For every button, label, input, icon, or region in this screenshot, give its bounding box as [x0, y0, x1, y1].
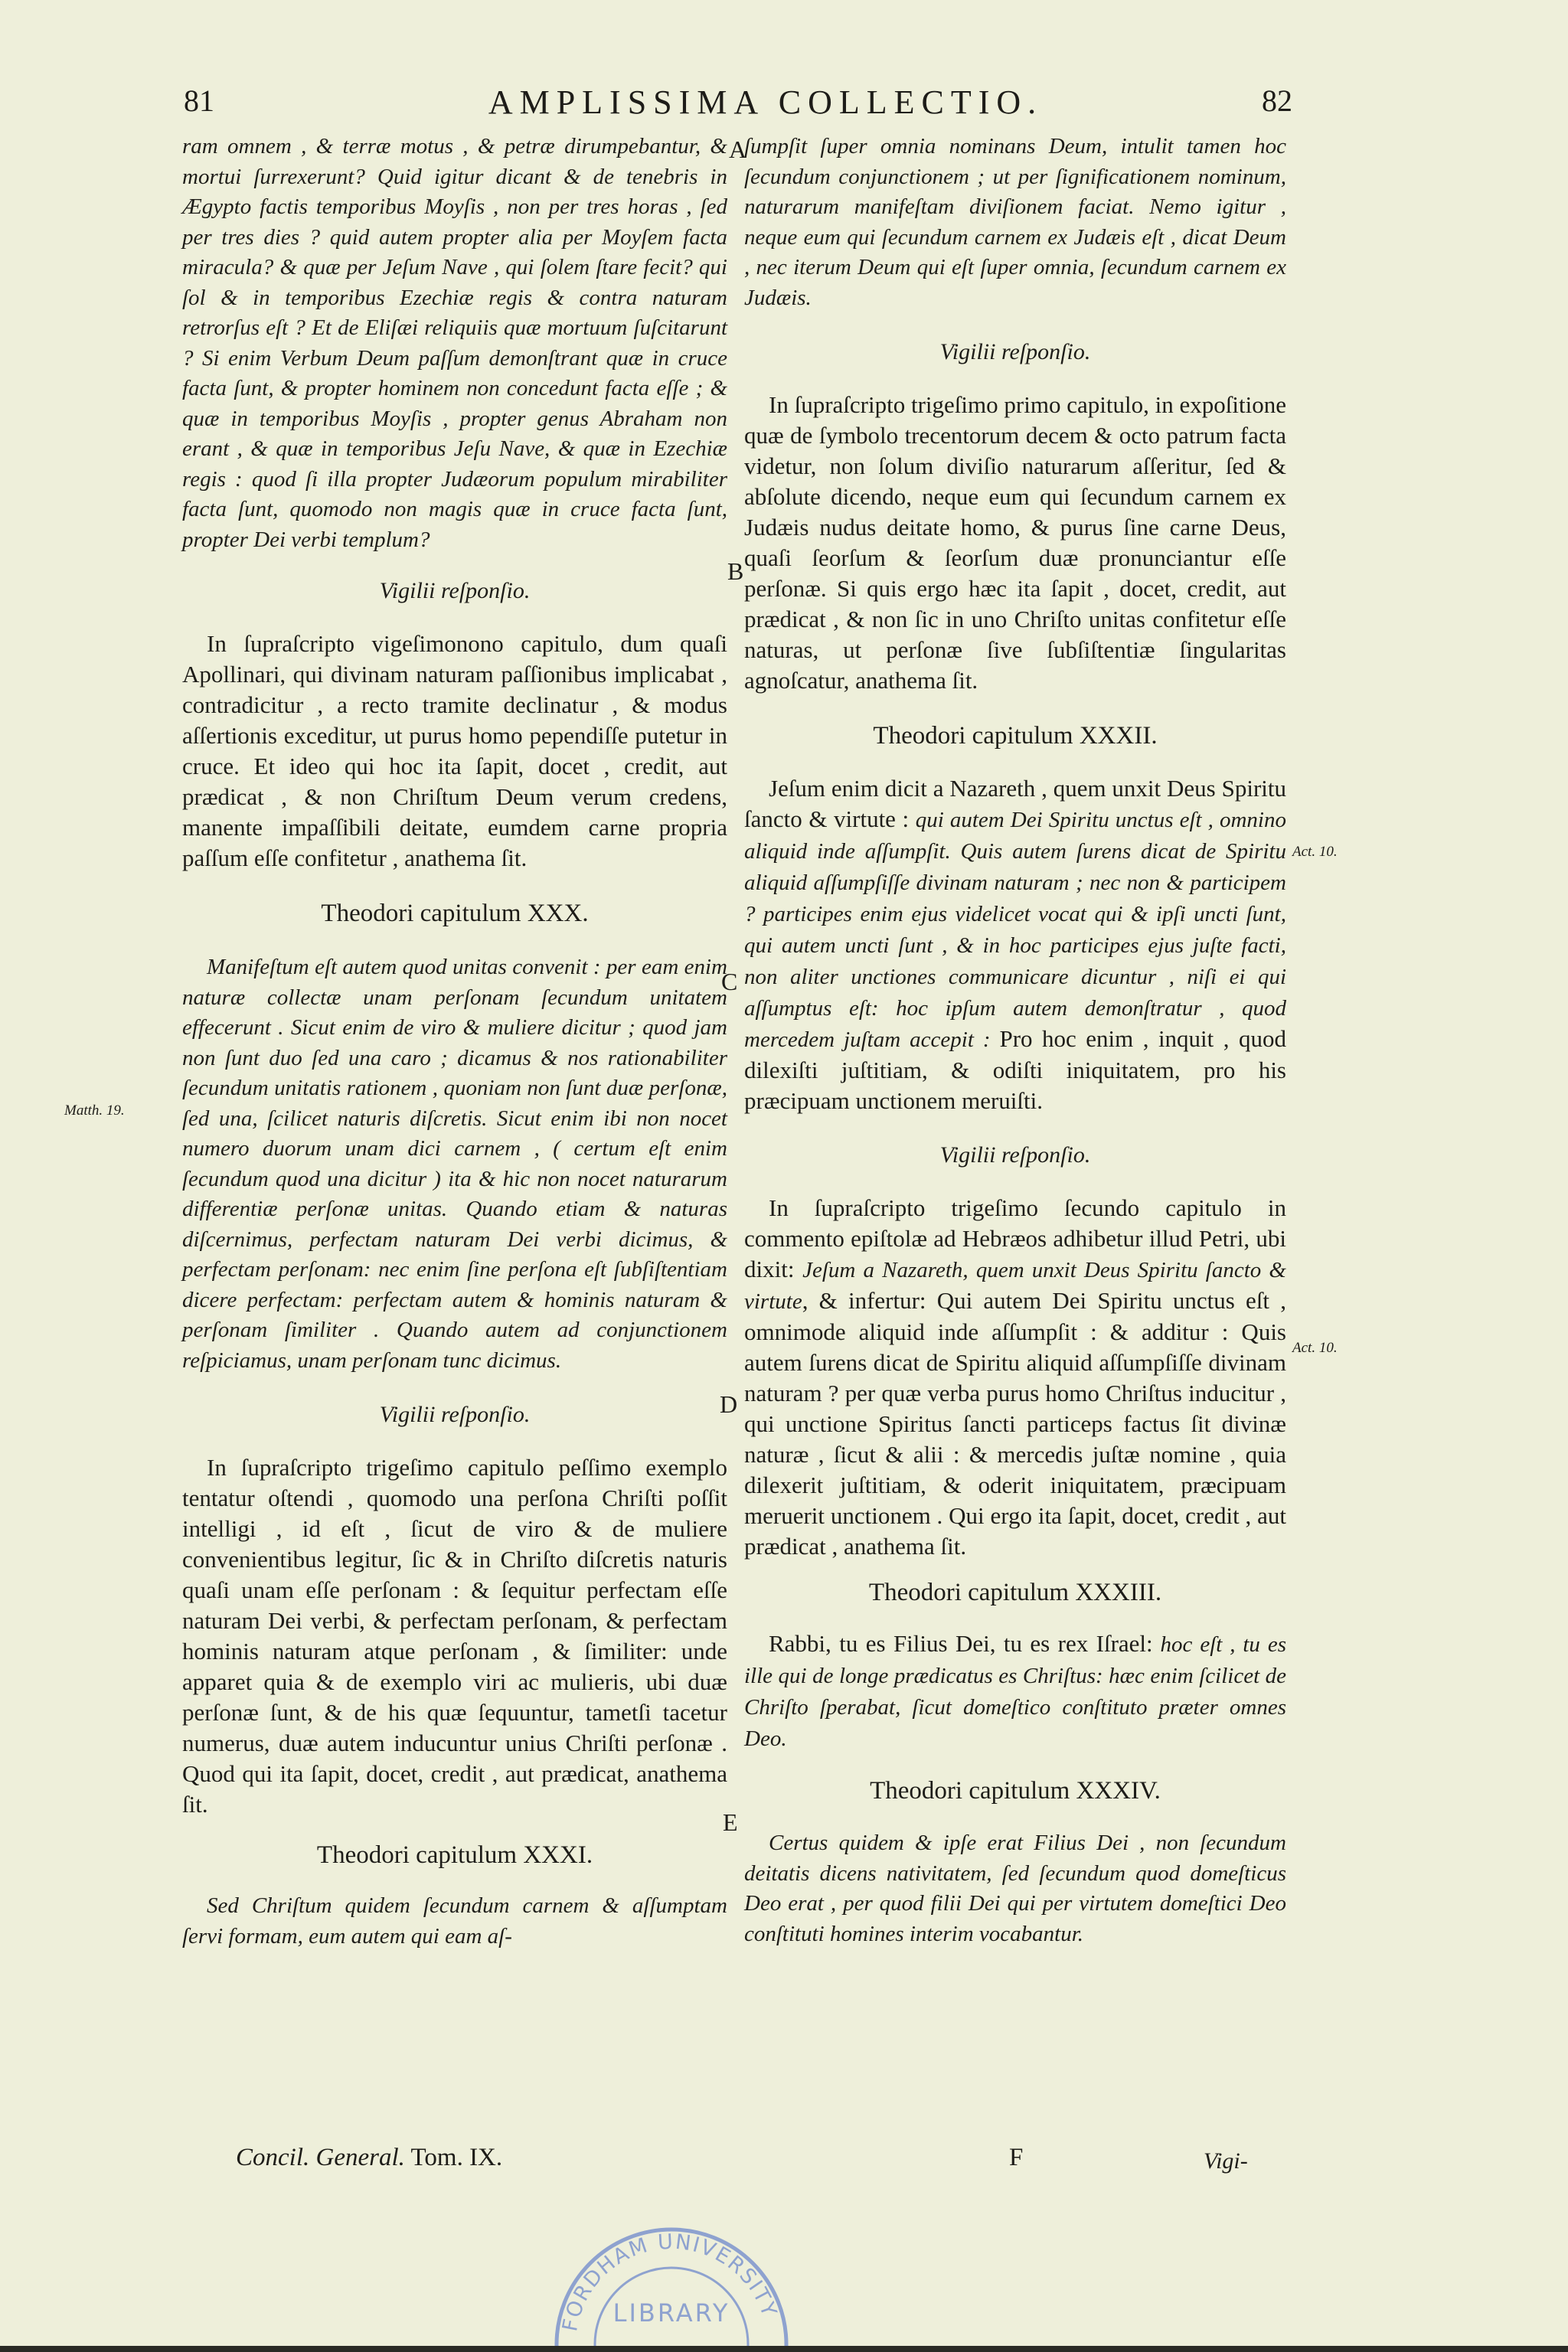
footer-tome: Tom. IX.: [410, 2144, 503, 2171]
quote-italic: qui autem Dei Spiritu unctus eſt , omnino aliquid inde aſſumpſit. Quis autem ſurens dicat de Spiritu aliquid aſſumpſiſſe divinam naturam ; nec non & participem ? participes enim ejus videlicet vocat qui & ipſi uncti ſunt, qui autem uncti ſunt , & in hoc participes ejus juſte facti, non aliter unctiones communicare dicuntur , niſi ei qui aſſumptus eſt: hoc ipſum autem demonſtratur , quod mercedem juſtam accepit :: [744, 808, 1286, 1052]
right-paragraph-1: ſumpſit ſuper omnia nominans Deum, intulit tamen hoc ſecundum conjunctionem ; ut per ſignificationem nominum, naturarum manifeſtam diviſionem faciat. Nemo igitur , neque eum qui ſecundum carnem ex Judæis eſt , dicat Deum , nec iterum Deum qui eſt ſuper omnia, ſecundum carnem ex Judæis.: [744, 134, 1286, 310]
left-column: [182, 132, 727, 1952]
heading-vigilii-responsio: Vigilii reſponſio.: [379, 1402, 531, 1427]
right-paragraph-4: [744, 1193, 1286, 1562]
left-paragraph-3: Manifeſtum eſt autem quod unitas convenit : per eam enim naturæ collectæ unam perſonam ſecundum unitatem effecerunt . Sicut enim de viro & muliere dicitur ; quod jam non ſunt duo ſed una caro ; dicamus & nos rationabiliter ſecundum unitatis rationem , quoniam non ſunt duæ perſonæ, ſed una, ſcilicet naturis diſcretis. Sicut enim ibi non nocet numero duorum unam dici carnem , ( certum eſt enim ſecundum quod una dicitur ) ita & hic non nocet naturarum differentiæ perſonæ unitas. Quando etiam & naturas diſcernimus, perfectam naturam Dei verbi dicimus, & perfectam perſonam: nec enim ſine perſona eſt ſubſiſtentiam dicere perfectam: perfectam autem & hominis naturam & perſonam ſimiliter . Quando autem ad conjunctionem reſpiciamus, unam perſonam tunc dicimus.: [182, 955, 727, 1373]
text-roman: In ſupraſcripto trigeſimo ſecundo capitulo in commento epiſtolæ ad Hebræos adhibetur illud Petri, ubi dixit:: [744, 1194, 1286, 1282]
right-paragraph-2: In ſupraſcripto trigeſimo primo capitulo, in expoſitione quæ de ſymbolo trecentorum decem & octo patrum facta videtur, non ſolum diviſio naturarum aſſeritur, ſed & abſolute dicendo, neque eum qui ſecundum carnem ex Judæis nudus deitate homo, & purus ſine carne Deus, quaſi ſeorſum & ſeorſum duæ pronunciantur eſſe perſonæ. Si quis ergo hæc ita ſapit , docet, credit, aut prædicat , & non ſic in uno Chriſto unitas confitetur eſſe naturas, ut perſonæ ſive ſubſiſtentiæ ſingularitas agnoſcatur, anathema ſit.: [744, 391, 1286, 694]
running-title: AMPLISSIMA COLLECTIO.: [488, 83, 1044, 121]
right-column: [744, 132, 1286, 1949]
left-paragraph-1: ram omnem , & terræ motus , & petræ dirumpebantur, & mortui ſurrexerunt? Quid igitur dicant & de tenebris in Ægypto factis temporibus Moyſis , non per tres horas , ſed per tres dies ? quid autem propter alia per Moyſem facta miracula? & quæ per Jeſum Nave , qui ſolem ſtare fecit? qui ſol & in temporibus Ezechiæ regis & contra naturam retrorſus eſt ? Et de Eliſæi reliquiis quæ mortuum ſuſcitarunt ? Si enim Verbum Deum paſſum demonſtrant quæ in cruce facta ſunt, & propter hominem non concedunt facta eſſe ; & quæ in temporibus Moyſis , propter genus Abraham non erant , & quæ in temporibus Jeſu Nave, & quæ in Ezechiæ regis : quod ſi illa propter Judæorum populum mirabiliter facta ſunt, quomodo non magis quæ in cruce facta ſunt, propter Dei verbi templum?: [182, 134, 727, 552]
margin-note-acts: Act. 10.: [1292, 1340, 1338, 1356]
footer-volume: [236, 2144, 502, 2172]
text-roman: Rabbi, tu es Filius Dei, tu es rex Iſrael:: [769, 1630, 1153, 1657]
text-italic: Jeſum a Nazareth, quem unxit Deus Spiritu ſancto & virtute: [744, 1258, 1286, 1314]
section-letter-e: E: [723, 1808, 738, 1836]
page-header: [0, 83, 1568, 129]
margin-note-matthew: Matth. 19.: [64, 1102, 125, 1119]
signature-mark: F: [1009, 2144, 1024, 2171]
right-paragraph-6: Certus quidem & ipſe erat Filius Dei , non ſecundum deitatis dicens nativitatem, ſed ſecundum quod domeſticus Deo erat , per quod filii Dei qui per virtutem domeſtici Deo conſtituti homines interim vocabantur.: [744, 1831, 1286, 1946]
heading-theodori-xxxiii: Theodori capitulum XXXIII.: [868, 1579, 1162, 1606]
right-paragraph-5: [744, 1628, 1286, 1754]
left-paragraph-2: In ſupraſcripto vigeſimonono capitulo, dum quaſi Apollinari, qui divinam naturam paſſionibus implicabat , contradicitur , a recto tramite declinatur , & modus aſſertionis exceditur, ut purus homo pependiſſe putetur in cruce. Et ideo qui hoc ita ſapit, docet , credit, aut prædicat , & non Chriſtum Deum verum credens, manente impaſſibili deitate, eumdem carne propria paſſum eſſe confitetur , anathema ſit.: [182, 630, 727, 871]
section-letter-d: D: [720, 1390, 738, 1418]
footer-concil: Concil. General.: [236, 2144, 405, 2171]
heading-theodori-xxxiv: Theodori capitulum XXXIV.: [870, 1777, 1161, 1805]
right-paragraph-3: [744, 773, 1286, 1116]
section-letter-a: A: [729, 136, 747, 163]
page-number-right: 82: [1262, 83, 1292, 118]
left-paragraph-4: In ſupraſcripto trigeſimo capitulo peſſimo exemplo tentatur oſtendi , quomodo una perſona Chriſti poſſit intelligi , id eſt , ſicut de viro & de muliere convenientibus legitur, ſic & in Chriſto diſcretis naturis quaſi unam eſſe perſonam : & ſequitur perfectam eſſe naturam Dei verbi, & perfectam perſonam, & perfectam hominis naturam atque perſonam , & ſimiliter: unde apparet quia & de exemplo viri ac mulieris, ubi duæ perſonæ ſunt, & de his quæ ſequuntur, tametſi tacetur numerus, duæ autem inducuntur unius Chriſti perſonæ . Quod qui ita ſapit, docet, credit , aut prædicat, anathema ſit.: [182, 1454, 727, 1818]
heading-vigilii-responsio: Vigilii reſponſio.: [939, 1142, 1091, 1168]
heading-vigilii-responsio: Vigilii reſponſio.: [939, 339, 1091, 364]
text-roman: , & infertur: Qui autem Dei Spiritu unctus eſt , omnimode aliquid inde aſſumpſit : & additur : Quis autem ſurens dicat de Spiritu aliquid aſſumpſiſſe divinam naturam ? per quæ verba purus homo Chriſtus inducitur , qui unctione Spiritus ſancti particeps factus ſit divinæ naturæ , ſicut & alii : & mercedis juſtæ nomine , quia dilexerit juſtitiam, & oderit iniquitatem, præcipuam meruerit unctionem . Qui ergo ita ſapit, docet, credit , aut prædicat , anathema ſit.: [744, 1287, 1286, 1560]
section-letter-c: C: [721, 968, 738, 995]
heading-theodori-xxxii: Theodori capitulum XXXII.: [873, 722, 1158, 750]
heading-theodori-xxx: Theodori capitulum XXX.: [321, 900, 589, 927]
quote-roman: Jeſum enim dicit a Nazareth , quem unxit Deus Spiritu ſancto & virtute :: [744, 775, 1286, 832]
page-number-left: 81: [184, 83, 214, 118]
library-stamp: [545, 2199, 798, 2352]
stamp-library-text: LIBRARY: [612, 2298, 730, 2328]
section-letter-b: B: [727, 557, 744, 585]
left-paragraph-5: Sed Chriſtum quidem ſecundum carnem & aſſumptam ſervi formam, eum autem qui eam aſ-: [182, 1893, 727, 1949]
heading-theodori-xxxi: Theodori capitulum XXXI.: [316, 1841, 593, 1869]
stamp-university-text: FORDHAM UNIVERSITY: [558, 2230, 782, 2334]
heading-vigilii-responsio: Vigilii reſponſio.: [379, 578, 531, 603]
margin-note-acts: Act. 10.: [1292, 844, 1338, 860]
scan-edge: [0, 2346, 1568, 2352]
text-italic: hoc eſt , tu es ille qui de longe prædicatus es Chriſtus: hæc enim ſcilicet de Chriſto ſperabat, ſicut domeſtico conſtituto præter omnes Deo.: [744, 1632, 1286, 1751]
quote-roman: Pro hoc enim , inquit , quod dilexiſti juſtitiam, & odiſti iniquitatem, pro his præcipuam unctionem meruiſti.: [744, 1025, 1286, 1114]
catchword: Vigi-: [1204, 2148, 1248, 2174]
